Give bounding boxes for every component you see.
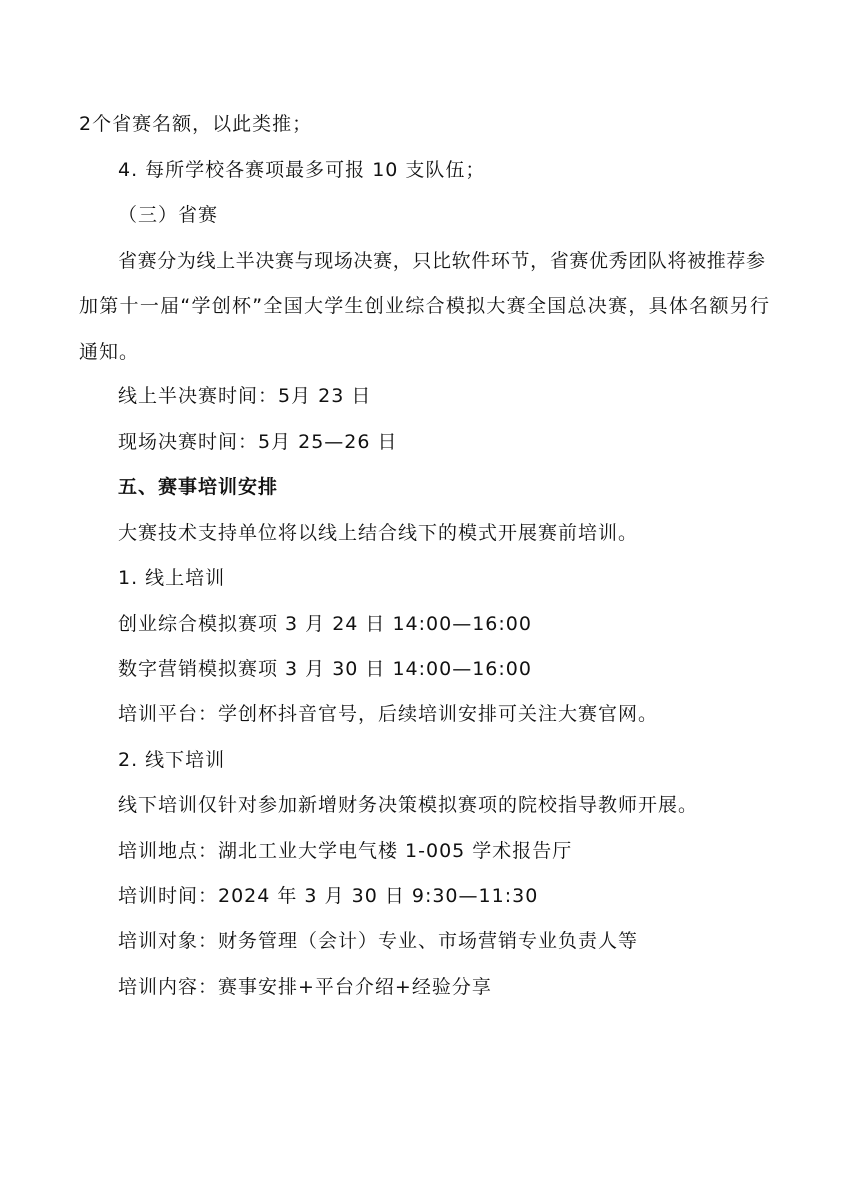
training-item: 创业综合模拟赛项 3 月 24 日 14:00—16:00 <box>118 613 532 635</box>
sub-heading-online: 1. 线上培训 <box>118 567 226 589</box>
final-time: 现场决赛时间：5月 25—26 日 <box>118 431 398 453</box>
training-content: 培训内容：赛事安排+平台介绍+经验分享 <box>118 976 492 998</box>
semifinal-time: 线上半决赛时间：5月 23 日 <box>118 385 372 407</box>
paragraph-line: 大赛技术支持单位将以线上结合线下的模式开展赛前培训。 <box>118 522 639 544</box>
paragraph-line: 线下培训仅针对参加新增财务决策模拟赛项的院校指导教师开展。 <box>118 794 699 816</box>
paragraph-line <box>79 294 769 318</box>
training-time: 培训时间：2024 年 3 月 30 日 9:30—11:30 <box>118 885 539 907</box>
sub-heading-offline: 2. 线下培训 <box>118 749 226 771</box>
training-platform: 培训平台：学创杯抖音官号，后续培训安排可关注大赛官网。 <box>118 703 659 725</box>
training-item: 数字营销模拟赛项 3 月 30 日 14:00—16:00 <box>118 658 532 680</box>
subsection-heading: （三）省赛 <box>118 204 219 226</box>
paragraph-line <box>118 249 765 273</box>
training-audience: 培训对象：财务管理（会计）专业、市场营销专业负责人等 <box>118 930 639 952</box>
training-location: 培训地点：湖北工业大学电气楼 1-005 学术报告厅 <box>118 840 573 862</box>
text-line: 2个省赛名额，以此类推； <box>79 113 313 135</box>
list-item-4: 4. 每所学校各赛项最多可报 10 支队伍； <box>118 159 486 181</box>
section-heading: 五、赛事培训安排 <box>118 476 279 498</box>
paragraph-line-text: 省赛分为线上半决赛与现场决赛，只比软件环节，省赛优秀团队将被推荐参 <box>118 250 765 272</box>
paragraph-line: 通知。 <box>79 341 140 363</box>
paragraph-line-text: 加第十一届“学创杯”全国大学生创业综合模拟大赛全国总决赛，具体名额另行 <box>79 295 769 317</box>
